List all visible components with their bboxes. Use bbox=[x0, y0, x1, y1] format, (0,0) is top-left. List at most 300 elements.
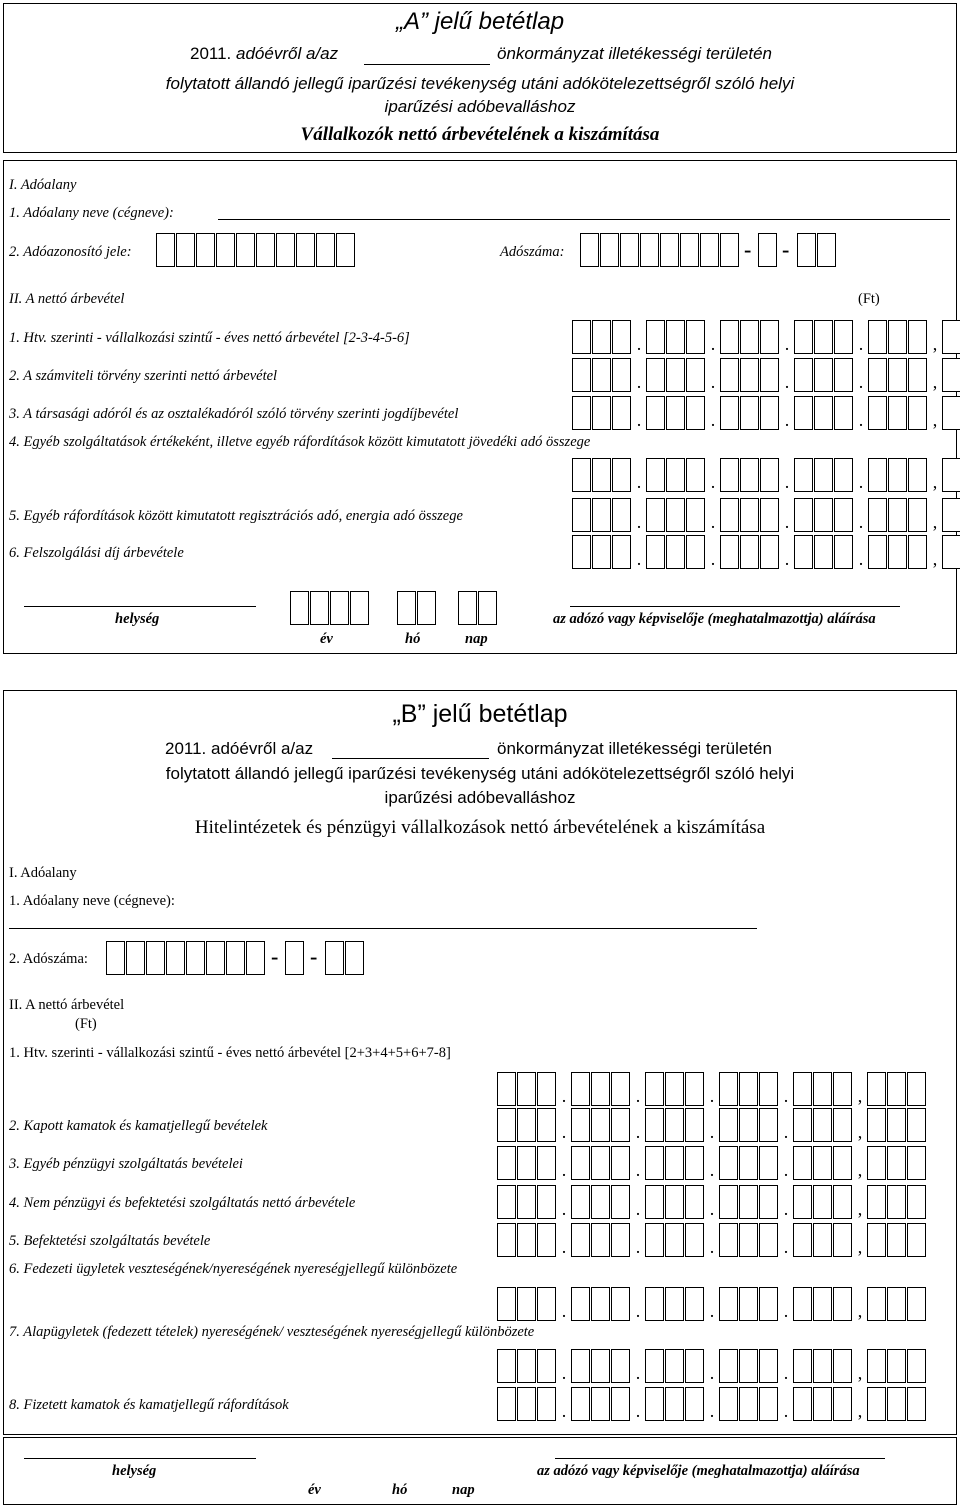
form-a-taxnum-boxes-1[interactable] bbox=[580, 231, 740, 267]
amount-separator: . bbox=[784, 549, 790, 569]
digit-box[interactable] bbox=[740, 535, 759, 569]
digit-box[interactable] bbox=[665, 1223, 684, 1257]
digit-box[interactable] bbox=[571, 1146, 590, 1180]
amount-separator: , bbox=[857, 1160, 863, 1180]
digit-box[interactable] bbox=[833, 1349, 852, 1383]
form-a-municipality-field[interactable] bbox=[364, 64, 490, 65]
form-b-taxnum-boxes-3[interactable] bbox=[325, 939, 365, 975]
digit-box[interactable] bbox=[942, 458, 960, 492]
digit-box[interactable] bbox=[942, 396, 960, 430]
form-b-year-label: év bbox=[308, 1482, 321, 1498]
digit-box[interactable] bbox=[591, 1387, 610, 1421]
digit-box[interactable] bbox=[719, 1287, 738, 1321]
digit-box[interactable] bbox=[740, 358, 759, 392]
digit-box[interactable] bbox=[867, 1387, 886, 1421]
digit-box[interactable] bbox=[907, 1146, 926, 1180]
digit-box[interactable] bbox=[517, 1108, 536, 1142]
form-b-taxnum-boxes-2[interactable] bbox=[285, 939, 305, 975]
digit-box[interactable] bbox=[834, 320, 853, 354]
digit-box[interactable] bbox=[645, 1185, 664, 1219]
digit-box[interactable] bbox=[867, 1287, 886, 1321]
digit-box[interactable] bbox=[887, 1146, 906, 1180]
form-a-row-1-label: 1. Htv. szerinti - vállalkozási szintű - éves nettó árbevétel [2-3-4-5-6] bbox=[9, 330, 410, 346]
form-a-row-1-amount[interactable] bbox=[572, 318, 960, 354]
digit-box[interactable] bbox=[907, 1287, 926, 1321]
digit-box[interactable] bbox=[834, 358, 853, 392]
digit-box[interactable] bbox=[645, 1072, 664, 1106]
digit-box[interactable] bbox=[685, 1223, 704, 1257]
digit-box[interactable] bbox=[572, 358, 591, 392]
amount-separator: , bbox=[857, 1363, 863, 1383]
form-b-name-label: 1. Adóalany neve (cégneve): bbox=[9, 893, 175, 909]
digit-box[interactable] bbox=[719, 1072, 738, 1106]
digit-box[interactable] bbox=[739, 1146, 758, 1180]
digit-box[interactable] bbox=[887, 1387, 906, 1421]
digit-box[interactable] bbox=[572, 320, 591, 354]
digit-box[interactable] bbox=[719, 1387, 738, 1421]
digit-box[interactable] bbox=[739, 1072, 758, 1106]
digit-box[interactable] bbox=[646, 396, 665, 430]
digit-box[interactable] bbox=[537, 1146, 556, 1180]
digit-box[interactable] bbox=[571, 1072, 590, 1106]
digit-box[interactable] bbox=[888, 358, 907, 392]
digit-box[interactable] bbox=[793, 1387, 812, 1421]
digit-box[interactable] bbox=[686, 358, 705, 392]
digit-box[interactable] bbox=[665, 1185, 684, 1219]
digit-box[interactable] bbox=[759, 1349, 778, 1383]
digit-box[interactable] bbox=[686, 320, 705, 354]
digit-box[interactable] bbox=[571, 1185, 590, 1219]
amount-separator: . bbox=[561, 1086, 567, 1106]
digit-box[interactable] bbox=[908, 498, 927, 532]
digit-box[interactable] bbox=[666, 358, 685, 392]
digit-box[interactable] bbox=[760, 535, 779, 569]
digit-box[interactable] bbox=[517, 1287, 536, 1321]
digit-box[interactable] bbox=[719, 1146, 738, 1180]
digit-box[interactable] bbox=[685, 1349, 704, 1383]
digit-box[interactable] bbox=[867, 1349, 886, 1383]
form-b-name-field[interactable] bbox=[9, 928, 757, 929]
digit-box[interactable] bbox=[591, 1072, 610, 1106]
digit-box[interactable] bbox=[759, 1146, 778, 1180]
digit-box[interactable] bbox=[685, 1387, 704, 1421]
digit-box[interactable] bbox=[813, 1185, 832, 1219]
digit-box[interactable] bbox=[813, 1349, 832, 1383]
digit-box[interactable] bbox=[612, 320, 631, 354]
form-b-row-7-amount[interactable] bbox=[497, 1347, 927, 1383]
digit-box[interactable] bbox=[739, 1185, 758, 1219]
digit-box[interactable] bbox=[612, 396, 631, 430]
digit-box[interactable] bbox=[517, 1223, 536, 1257]
digit-box[interactable] bbox=[760, 358, 779, 392]
form-a-row-2-amount[interactable] bbox=[572, 356, 960, 392]
form-a-signature-field[interactable] bbox=[570, 606, 900, 607]
digit-box[interactable] bbox=[759, 1108, 778, 1142]
digit-box[interactable] bbox=[887, 1072, 906, 1106]
digit-box[interactable] bbox=[793, 1349, 812, 1383]
form-a-month-label: hó bbox=[405, 631, 421, 647]
digit-box[interactable] bbox=[720, 320, 739, 354]
digit-box[interactable] bbox=[907, 1349, 926, 1383]
digit-box[interactable] bbox=[719, 1223, 738, 1257]
digit-box[interactable] bbox=[537, 1387, 556, 1421]
digit-box[interactable] bbox=[794, 396, 813, 430]
digit-box[interactable] bbox=[739, 1287, 758, 1321]
digit-box[interactable] bbox=[719, 1108, 738, 1142]
digit-box[interactable] bbox=[591, 1108, 610, 1142]
digit-box[interactable] bbox=[813, 1146, 832, 1180]
digit-box[interactable] bbox=[833, 1185, 852, 1219]
amount-separator: . bbox=[783, 1237, 789, 1257]
digit-box[interactable] bbox=[942, 498, 960, 532]
form-b-month-label: hó bbox=[392, 1482, 408, 1498]
digit-box[interactable] bbox=[888, 498, 907, 532]
digit-box[interactable] bbox=[686, 396, 705, 430]
digit-box[interactable] bbox=[793, 1223, 812, 1257]
digit-box[interactable] bbox=[591, 1185, 610, 1219]
digit-box[interactable] bbox=[719, 1185, 738, 1219]
digit-box[interactable] bbox=[685, 1146, 704, 1180]
digit-box[interactable] bbox=[517, 1387, 536, 1421]
digit-box[interactable] bbox=[834, 458, 853, 492]
digit-box[interactable] bbox=[813, 1108, 832, 1142]
form-b-signature-field[interactable] bbox=[555, 1458, 885, 1459]
digit-box[interactable] bbox=[592, 458, 611, 492]
digit-box[interactable] bbox=[834, 535, 853, 569]
digit-box[interactable] bbox=[888, 458, 907, 492]
digit-box[interactable] bbox=[868, 320, 887, 354]
digit-box[interactable] bbox=[867, 1146, 886, 1180]
digit-box[interactable] bbox=[646, 320, 665, 354]
digit-box[interactable] bbox=[497, 1287, 516, 1321]
digit-box[interactable] bbox=[611, 1072, 630, 1106]
digit-box[interactable] bbox=[592, 358, 611, 392]
form-a-row-6-amount[interactable] bbox=[572, 533, 960, 569]
digit-box[interactable] bbox=[517, 1146, 536, 1180]
digit-box[interactable] bbox=[813, 1223, 832, 1257]
form-a-taxnum-boxes-3[interactable] bbox=[797, 231, 837, 267]
digit-box[interactable] bbox=[813, 1287, 832, 1321]
form-a-taxid-boxes[interactable] bbox=[156, 231, 356, 267]
digit-box[interactable] bbox=[592, 535, 611, 569]
digit-box[interactable] bbox=[645, 1146, 664, 1180]
digit-box[interactable] bbox=[572, 458, 591, 492]
digit-box[interactable] bbox=[759, 1387, 778, 1421]
digit-box[interactable] bbox=[740, 458, 759, 492]
digit-box[interactable] bbox=[571, 1287, 590, 1321]
digit-box[interactable] bbox=[794, 535, 813, 569]
form-b-row-7-label: 7. Alapügyletek (fedezett tételek) nyereségének/ veszteségének nyereségjellegű különbözete bbox=[9, 1324, 535, 1340]
digit-box[interactable] bbox=[887, 1185, 906, 1219]
form-b-row-2-amount[interactable] bbox=[497, 1106, 927, 1142]
digit-box[interactable] bbox=[867, 1185, 886, 1219]
digit-box[interactable] bbox=[591, 1349, 610, 1383]
digit-box[interactable] bbox=[942, 320, 960, 354]
digit-box[interactable] bbox=[887, 1223, 906, 1257]
digit-box[interactable] bbox=[868, 498, 887, 532]
digit-box[interactable] bbox=[759, 1072, 778, 1106]
digit-box[interactable] bbox=[611, 1185, 630, 1219]
digit-box[interactable] bbox=[908, 358, 927, 392]
digit-box[interactable] bbox=[537, 1185, 556, 1219]
digit-box[interactable] bbox=[666, 535, 685, 569]
digit-box[interactable] bbox=[833, 1072, 852, 1106]
digit-box[interactable] bbox=[833, 1108, 852, 1142]
digit-box[interactable] bbox=[645, 1387, 664, 1421]
form-b-row-1-amount[interactable] bbox=[497, 1070, 927, 1106]
digit-box[interactable] bbox=[908, 458, 927, 492]
digit-box[interactable] bbox=[665, 1349, 684, 1383]
digit-box[interactable] bbox=[665, 1108, 684, 1142]
digit-box[interactable] bbox=[739, 1387, 758, 1421]
digit-box[interactable] bbox=[611, 1223, 630, 1257]
digit-box[interactable] bbox=[497, 1387, 516, 1421]
digit-box[interactable] bbox=[759, 1223, 778, 1257]
digit-box[interactable] bbox=[720, 396, 739, 430]
digit-box[interactable] bbox=[666, 396, 685, 430]
digit-box[interactable] bbox=[888, 320, 907, 354]
digit-box[interactable] bbox=[813, 1387, 832, 1421]
form-a-day-boxes[interactable] bbox=[458, 589, 498, 625]
form-a-row-4-amount[interactable] bbox=[572, 456, 960, 492]
digit-box[interactable] bbox=[814, 320, 833, 354]
form-a-year-boxes[interactable] bbox=[290, 589, 370, 625]
digit-box[interactable] bbox=[868, 396, 887, 430]
form-a-taxnum-label: Adószáma: bbox=[500, 244, 565, 260]
digit-box[interactable] bbox=[497, 1108, 516, 1142]
digit-box[interactable] bbox=[686, 535, 705, 569]
digit-box[interactable] bbox=[793, 1072, 812, 1106]
digit-box[interactable] bbox=[665, 1072, 684, 1106]
digit-box[interactable] bbox=[868, 458, 887, 492]
digit-box[interactable] bbox=[591, 1146, 610, 1180]
digit-box[interactable] bbox=[867, 1108, 886, 1142]
digit-box[interactable] bbox=[833, 1223, 852, 1257]
digit-box[interactable] bbox=[740, 396, 759, 430]
digit-box[interactable] bbox=[942, 358, 960, 392]
digit-box[interactable] bbox=[813, 1072, 832, 1106]
form-b-row-8-amount[interactable] bbox=[497, 1385, 927, 1421]
digit-box[interactable] bbox=[646, 535, 665, 569]
digit-box[interactable] bbox=[833, 1387, 852, 1421]
form-a-intro-pre: adóévről a/az bbox=[236, 44, 339, 63]
digit-box[interactable] bbox=[611, 1387, 630, 1421]
digit-box[interactable] bbox=[739, 1349, 758, 1383]
form-b-row-3-amount[interactable] bbox=[497, 1144, 927, 1180]
digit-box[interactable] bbox=[646, 498, 665, 532]
digit-box[interactable] bbox=[739, 1223, 758, 1257]
digit-box[interactable] bbox=[497, 1146, 516, 1180]
digit-box[interactable] bbox=[740, 498, 759, 532]
digit-box[interactable] bbox=[665, 1287, 684, 1321]
digit-box[interactable] bbox=[572, 396, 591, 430]
digit-box[interactable] bbox=[868, 535, 887, 569]
digit-box[interactable] bbox=[760, 320, 779, 354]
digit-box[interactable] bbox=[591, 1223, 610, 1257]
form-a-intro-post: önkormányzat illetékességi területén bbox=[497, 44, 772, 63]
digit-box[interactable] bbox=[685, 1072, 704, 1106]
digit-box[interactable] bbox=[907, 1072, 926, 1106]
digit-box[interactable] bbox=[645, 1108, 664, 1142]
digit-box[interactable] bbox=[666, 458, 685, 492]
form-a-row-3-amount[interactable] bbox=[572, 394, 960, 430]
digit-box[interactable] bbox=[612, 458, 631, 492]
digit-box[interactable] bbox=[591, 1287, 610, 1321]
digit-box[interactable] bbox=[793, 1185, 812, 1219]
digit-box[interactable] bbox=[685, 1108, 704, 1142]
form-b-place-field[interactable] bbox=[24, 1458, 256, 1459]
digit-box[interactable] bbox=[907, 1223, 926, 1257]
digit-box[interactable] bbox=[720, 498, 739, 532]
digit-box[interactable] bbox=[537, 1108, 556, 1142]
digit-box[interactable] bbox=[740, 320, 759, 354]
form-a-section1-heading: I. Adóalany bbox=[9, 177, 77, 193]
digit-box[interactable] bbox=[686, 458, 705, 492]
digit-box[interactable] bbox=[759, 1287, 778, 1321]
digit-box[interactable] bbox=[497, 1185, 516, 1219]
digit-box[interactable] bbox=[907, 1387, 926, 1421]
digit-box[interactable] bbox=[611, 1349, 630, 1383]
form-a-taxnum-boxes-2[interactable] bbox=[758, 231, 778, 267]
digit-box[interactable] bbox=[497, 1349, 516, 1383]
digit-box[interactable] bbox=[665, 1387, 684, 1421]
digit-box[interactable] bbox=[867, 1072, 886, 1106]
digit-box[interactable] bbox=[739, 1108, 758, 1142]
digit-box[interactable] bbox=[794, 458, 813, 492]
digit-box[interactable] bbox=[887, 1349, 906, 1383]
digit-box[interactable] bbox=[908, 535, 927, 569]
digit-box[interactable] bbox=[760, 396, 779, 430]
digit-box[interactable] bbox=[612, 535, 631, 569]
digit-box[interactable] bbox=[572, 498, 591, 532]
digit-box[interactable] bbox=[645, 1223, 664, 1257]
digit-box[interactable] bbox=[834, 498, 853, 532]
digit-box[interactable] bbox=[537, 1072, 556, 1106]
digit-box[interactable] bbox=[517, 1072, 536, 1106]
digit-box[interactable] bbox=[611, 1108, 630, 1142]
form-a-name-field[interactable] bbox=[218, 219, 950, 220]
form-a-intro-line1 bbox=[190, 44, 338, 64]
digit-box[interactable] bbox=[645, 1349, 664, 1383]
digit-box[interactable] bbox=[666, 320, 685, 354]
digit-box[interactable] bbox=[665, 1146, 684, 1180]
digit-box[interactable] bbox=[685, 1287, 704, 1321]
digit-box[interactable] bbox=[814, 498, 833, 532]
digit-box[interactable] bbox=[666, 498, 685, 532]
digit-box[interactable] bbox=[760, 498, 779, 532]
digit-box[interactable] bbox=[907, 1185, 926, 1219]
digit-box[interactable] bbox=[814, 396, 833, 430]
digit-box[interactable] bbox=[834, 396, 853, 430]
digit-box[interactable] bbox=[814, 358, 833, 392]
digit-box[interactable] bbox=[612, 498, 631, 532]
amount-separator: . bbox=[783, 1160, 789, 1180]
form-a-place-field[interactable] bbox=[24, 606, 256, 607]
form-b-row-4-label: 4. Nem pénzügyi és befektetési szolgáltatás nettó árbevétele bbox=[9, 1195, 356, 1211]
digit-box[interactable] bbox=[497, 1223, 516, 1257]
digit-box[interactable] bbox=[645, 1287, 664, 1321]
digit-box[interactable] bbox=[887, 1287, 906, 1321]
digit-box[interactable] bbox=[794, 320, 813, 354]
digit-box[interactable] bbox=[793, 1287, 812, 1321]
digit-box[interactable] bbox=[833, 1287, 852, 1321]
digit-box[interactable] bbox=[592, 498, 611, 532]
amount-separator: . bbox=[635, 1199, 641, 1219]
digit-box[interactable] bbox=[611, 1146, 630, 1180]
form-b-row-6-amount[interactable] bbox=[497, 1285, 927, 1321]
digit-box[interactable] bbox=[868, 358, 887, 392]
digit-box[interactable] bbox=[907, 1108, 926, 1142]
digit-box[interactable] bbox=[888, 396, 907, 430]
digit-box[interactable] bbox=[793, 1108, 812, 1142]
amount-separator: . bbox=[635, 1401, 641, 1421]
digit-box[interactable] bbox=[571, 1108, 590, 1142]
form-a-row-5-amount[interactable] bbox=[572, 496, 960, 532]
digit-box[interactable] bbox=[686, 498, 705, 532]
digit-box[interactable] bbox=[908, 320, 927, 354]
digit-box[interactable] bbox=[517, 1349, 536, 1383]
digit-box[interactable] bbox=[572, 535, 591, 569]
digit-box[interactable] bbox=[814, 535, 833, 569]
digit-box[interactable] bbox=[592, 320, 611, 354]
form-a-section2-heading: II. A nettó árbevétel bbox=[9, 291, 125, 307]
amount-separator: , bbox=[932, 512, 938, 532]
digit-box[interactable] bbox=[888, 535, 907, 569]
digit-box[interactable] bbox=[720, 458, 739, 492]
form-b-taxnum-boxes-1[interactable] bbox=[106, 939, 266, 975]
form-a-currency: (Ft) bbox=[858, 291, 880, 307]
digit-box[interactable] bbox=[571, 1349, 590, 1383]
digit-box[interactable] bbox=[942, 535, 960, 569]
digit-box[interactable] bbox=[720, 535, 739, 569]
digit-box[interactable] bbox=[833, 1146, 852, 1180]
digit-box[interactable] bbox=[867, 1223, 886, 1257]
digit-box[interactable] bbox=[794, 358, 813, 392]
digit-box[interactable] bbox=[611, 1287, 630, 1321]
digit-box[interactable] bbox=[760, 458, 779, 492]
amount-separator: . bbox=[636, 372, 642, 392]
digit-box[interactable] bbox=[685, 1185, 704, 1219]
digit-box[interactable] bbox=[571, 1223, 590, 1257]
digit-box[interactable] bbox=[537, 1287, 556, 1321]
amount-separator: , bbox=[857, 1301, 863, 1321]
digit-box[interactable] bbox=[646, 358, 665, 392]
digit-box[interactable] bbox=[794, 498, 813, 532]
digit-box[interactable] bbox=[571, 1387, 590, 1421]
digit-box[interactable] bbox=[887, 1108, 906, 1142]
digit-box[interactable] bbox=[646, 458, 665, 492]
digit-box[interactable] bbox=[793, 1146, 812, 1180]
form-b-intro-line2: folytatott állandó jellegű iparűzési tevékenység utáni adókötelezettségről szóló helyi bbox=[165, 764, 795, 783]
form-b-row-5-amount[interactable] bbox=[497, 1221, 927, 1257]
digit-box[interactable] bbox=[612, 358, 631, 392]
digit-box[interactable] bbox=[759, 1185, 778, 1219]
amount-separator: . bbox=[709, 1199, 715, 1219]
digit-box[interactable] bbox=[592, 396, 611, 430]
form-a-month-boxes[interactable] bbox=[397, 589, 437, 625]
form-b-row-4-amount[interactable] bbox=[497, 1183, 927, 1219]
digit-box[interactable] bbox=[497, 1072, 516, 1106]
digit-box[interactable] bbox=[537, 1223, 556, 1257]
digit-box[interactable] bbox=[517, 1185, 536, 1219]
digit-box[interactable] bbox=[720, 358, 739, 392]
form-b-municipality-field[interactable] bbox=[332, 758, 489, 759]
digit-box[interactable] bbox=[908, 396, 927, 430]
digit-box[interactable] bbox=[537, 1349, 556, 1383]
amount-separator: . bbox=[858, 512, 864, 532]
digit-box[interactable] bbox=[719, 1349, 738, 1383]
digit-box[interactable] bbox=[814, 458, 833, 492]
